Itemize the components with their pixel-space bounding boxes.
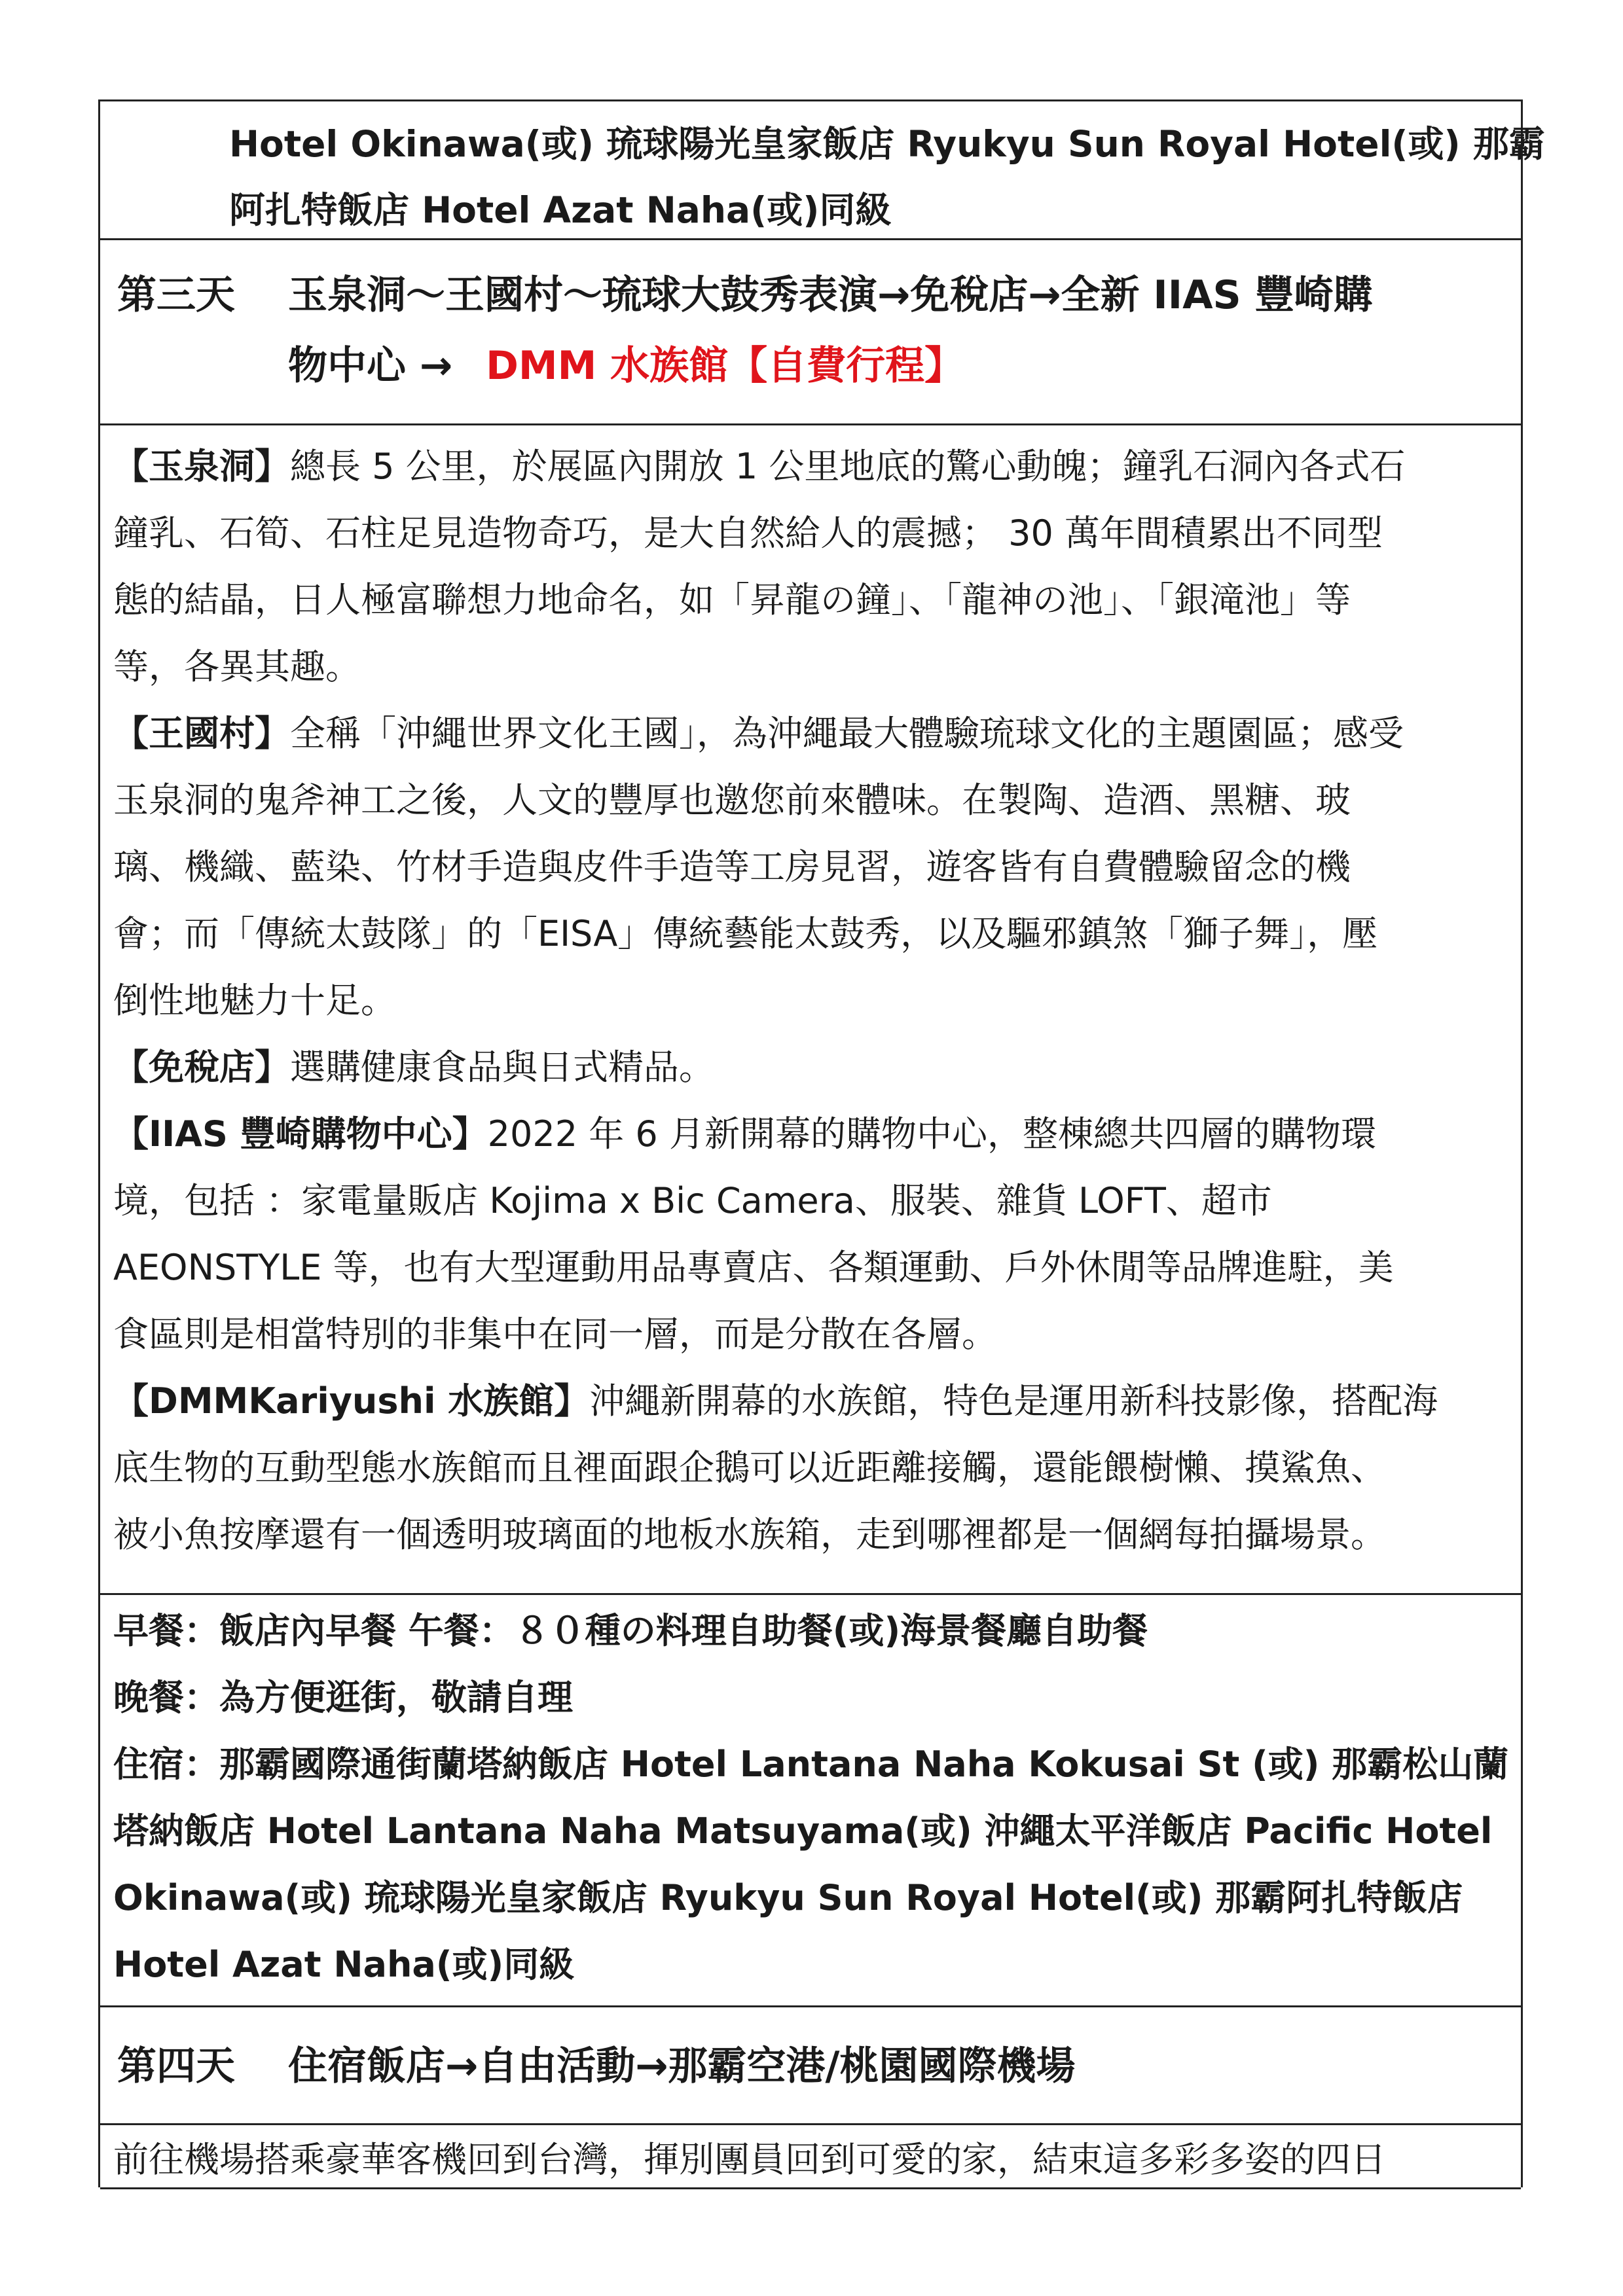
meals-line-1: 早餐：飯店內早餐 午餐：８０種の料理自助餐(或)海景餐廳自助餐 <box>113 1610 1148 1651</box>
dmm-line-3: 被小魚按摩還有一個透明玻璃面的地板水族箱，走到哪裡都是一個網每拍攝場景。 <box>113 1514 1386 1555</box>
iias-line-3: AEONSTYLE 等，也有大型運動用品專賣店、各類運動、戶外休閒等品牌進駐，美 <box>113 1247 1394 1288</box>
iias-tag: 【IIAS 豐崎購物中心】 <box>113 1113 488 1155</box>
gyokusendo-text-1: 總長 5 公里，於展區內開放 1 公里地底的驚心動魄；鐘乳石洞內各式石 <box>290 446 1406 487</box>
gyokusendo-line-3: 態的結晶，日人極富聯想力地命名，如「昇龍の鐘」、「龍神の池」、「銀滝池」等 <box>113 579 1351 620</box>
day3-title-prefix: 物中心 → <box>288 343 453 389</box>
hotel-line-1: Hotel Okinawa(或) 琉球陽光皇家飯店 Ryukyu Sun Royal Hotel(或) 那霸 <box>229 123 1545 165</box>
hotel-continuation-row <box>100 101 1545 240</box>
accommodation-line-1: 住宿：那霸國際通街蘭塔納飯店 Hotel Lantana Naha Kokusai St (或) 那霸松山蘭 <box>113 1744 1509 1785</box>
accommodation-line-3: Okinawa(或) 琉球陽光皇家飯店 Ryukyu Sun Royal Hotel(或) 那霸阿扎特飯店 <box>113 1877 1463 1918</box>
dutyfree-line-1 <box>113 1045 714 1090</box>
itinerary-table <box>98 99 1545 2187</box>
day3-header-row <box>100 240 1521 425</box>
kingdom-text-1: 全稱「沖繩世界文化王國」，為沖繩最大體驗琉球文化的主題園區；感受 <box>290 713 1404 754</box>
dmm-line-1 <box>113 1378 1438 1424</box>
kingdom-line-3: 璃、機織、藍染、竹材手造與皮件手造等工房見習，遊客皆有自費體驗留念的機 <box>113 846 1351 888</box>
day3-optional-tour: DMM 水族館【自費行程】 <box>486 343 964 389</box>
day4-body-row <box>100 2125 1521 2189</box>
day4-label: 第四天 <box>117 2043 235 2089</box>
day3-body-row <box>100 425 1521 1595</box>
kingdom-tag: 【王國村】 <box>113 713 290 754</box>
day3-title-line1: 玉泉洞～王國村～琉球大鼓秀表演→免稅店→全新 IIAS 豐崎購 <box>288 272 1373 318</box>
iias-line-1 <box>113 1111 1376 1157</box>
dutyfree-tag: 【免稅店】 <box>113 1047 290 1088</box>
day4-body-line-1: 前往機場搭乘豪華客機回到台灣，揮別團員回到可愛的家，結束這多彩多姿的四日 <box>113 2139 1386 2180</box>
accommodation-line-2: 塔納飯店 Hotel Lantana Naha Matsuyama(或) 沖繩太平洋飯店 Pacific Hotel <box>113 1810 1493 1852</box>
iias-line-2: 境，包括 ：家電量販店 Kojima x Bic Camera、服裝、雜貨 LOFT、超市 <box>113 1180 1272 1221</box>
iias-line-4: 食區則是相當特別的非集中在同一層，而是分散在各層。 <box>113 1314 997 1355</box>
day3-meals-row <box>100 1595 1521 2007</box>
kingdom-line-5: 倒性地魅力十足。 <box>113 980 396 1021</box>
gyokusendo-line-1 <box>113 444 1405 490</box>
hotel-line-2: 阿扎特飯店 Hotel Azat Naha(或)同級 <box>229 189 892 231</box>
meals-line-2: 晚餐：為方便逛街，敬請自理 <box>113 1677 573 1718</box>
day4-title: 住宿飯店→自由活動→那霸空港/桃園國際機場 <box>288 2043 1076 2089</box>
gyokusendo-line-2: 鐘乳、石筍、石柱足見造物奇巧，是大自然給人的震撼； 30 萬年間積累出不同型 <box>113 512 1383 554</box>
day4-header-row <box>100 2007 1521 2125</box>
dutyfree-text-1: 選購健康食品與日式精品。 <box>290 1047 714 1088</box>
dmm-tag: 【DMMKariyushi 水族館】 <box>113 1380 590 1422</box>
gyokusendo-line-4: 等，各異其趣。 <box>113 646 361 687</box>
dmm-line-2: 底生物的互動型態水族館而且裡面跟企鵝可以近距離接觸，還能餵樹懶、摸鯊魚、 <box>113 1447 1386 1488</box>
iias-text-1: 2022 年 6 月新開幕的購物中心，整棟總共四層的購物環 <box>487 1113 1376 1155</box>
gyokusendo-tag: 【玉泉洞】 <box>113 446 290 487</box>
kingdom-line-2: 玉泉洞的鬼斧神工之後，人文的豐厚也邀您前來體味。在製陶、造酒、黑糖、玻 <box>113 780 1351 821</box>
kingdom-line-1 <box>113 711 1404 757</box>
kingdom-line-4: 會；而「傳統太鼓隊」的「EISA」傳統藝能太鼓秀，以及驅邪鎮煞「獅子舞」，壓 <box>113 913 1378 954</box>
day3-label: 第三天 <box>117 272 235 318</box>
accommodation-line-4: Hotel Azat Naha(或)同級 <box>113 1944 575 1985</box>
dmm-text-1: 沖繩新開幕的水族館，特色是運用新科技影像，搭配海 <box>589 1380 1438 1422</box>
day3-title-line2 <box>288 340 964 392</box>
